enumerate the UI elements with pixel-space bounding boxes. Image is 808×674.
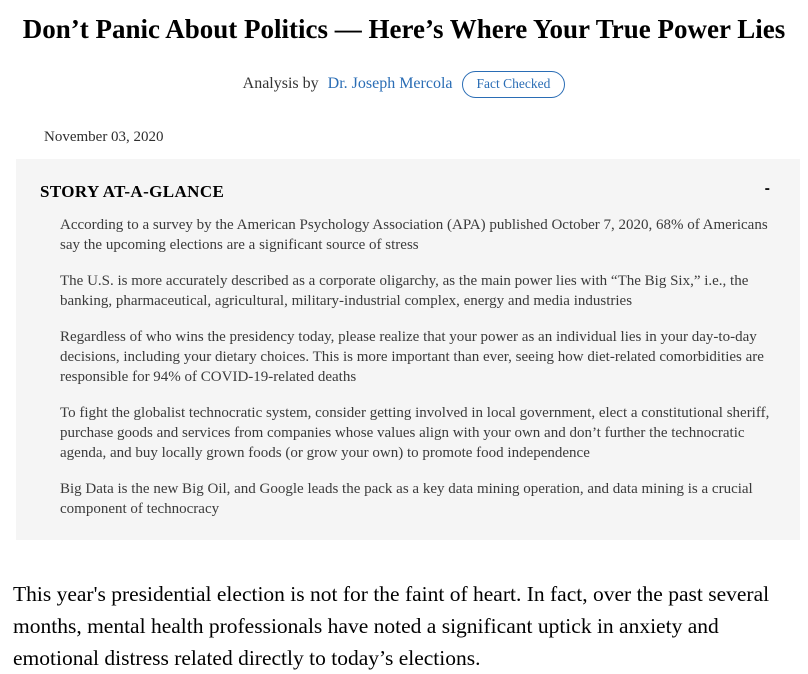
glance-bullet-list (60, 215, 774, 519)
author-link[interactable]: Dr. Joseph Mercola (327, 75, 453, 93)
collapse-toggle[interactable]: - (764, 179, 770, 197)
glance-bullet: The U.S. is more accurately described as a corporate oligarchy, as the main power lies with “The Big Six,” i.e., the banking, pharmaceutical, agricultural, military-industrial complex, energy and media industries (60, 272, 749, 309)
glance-bullet: Big Data is the new Big Oil, and Google leads the pack as a key data mining operation, and data mining is a crucial component of technocracy (60, 480, 753, 517)
byline (0, 71, 808, 98)
article-date: November 03, 2020 (44, 128, 164, 145)
story-at-a-glance-heading: STORY AT-A-GLANCE (40, 181, 225, 201)
page-title: Don’t Panic About Politics — Here’s Where Your True Power Lies (22, 14, 786, 44)
body-paragraph: This year's presidential election is not for the faint of heart. In fact, over the past several months, mental health professionals have noted a significant uptick in anxiety and emotional distress related directly to today’s elections. (13, 581, 770, 670)
story-at-a-glance-box (16, 159, 800, 540)
glance-bullet: According to a survey by the American Psychology Association (APA) published October 7, 2020, 68% of Americans say the upcoming elections are a significant source of stress (60, 216, 768, 253)
glance-bullet: Regardless of who wins the presidency today, please realize that your power as an individual lies in your day-to-day decisions, including your dietary choices. This is more important than ever, seeing how diet-related comorbidities are responsible for 94% of COVID-19-related deaths (60, 328, 764, 385)
analysis-by-label: Analysis by (242, 75, 319, 93)
glance-bullet: To fight the globalist technocratic system, consider getting involved in local government, elect a constitutional sheriff, purchase goods and services from companies whose values align with your own and don’t further the technocratic agenda, and buy locally grown foods (or grow your own) to promote food independence (60, 404, 770, 461)
fact-checked-badge[interactable]: Fact Checked (462, 71, 566, 98)
